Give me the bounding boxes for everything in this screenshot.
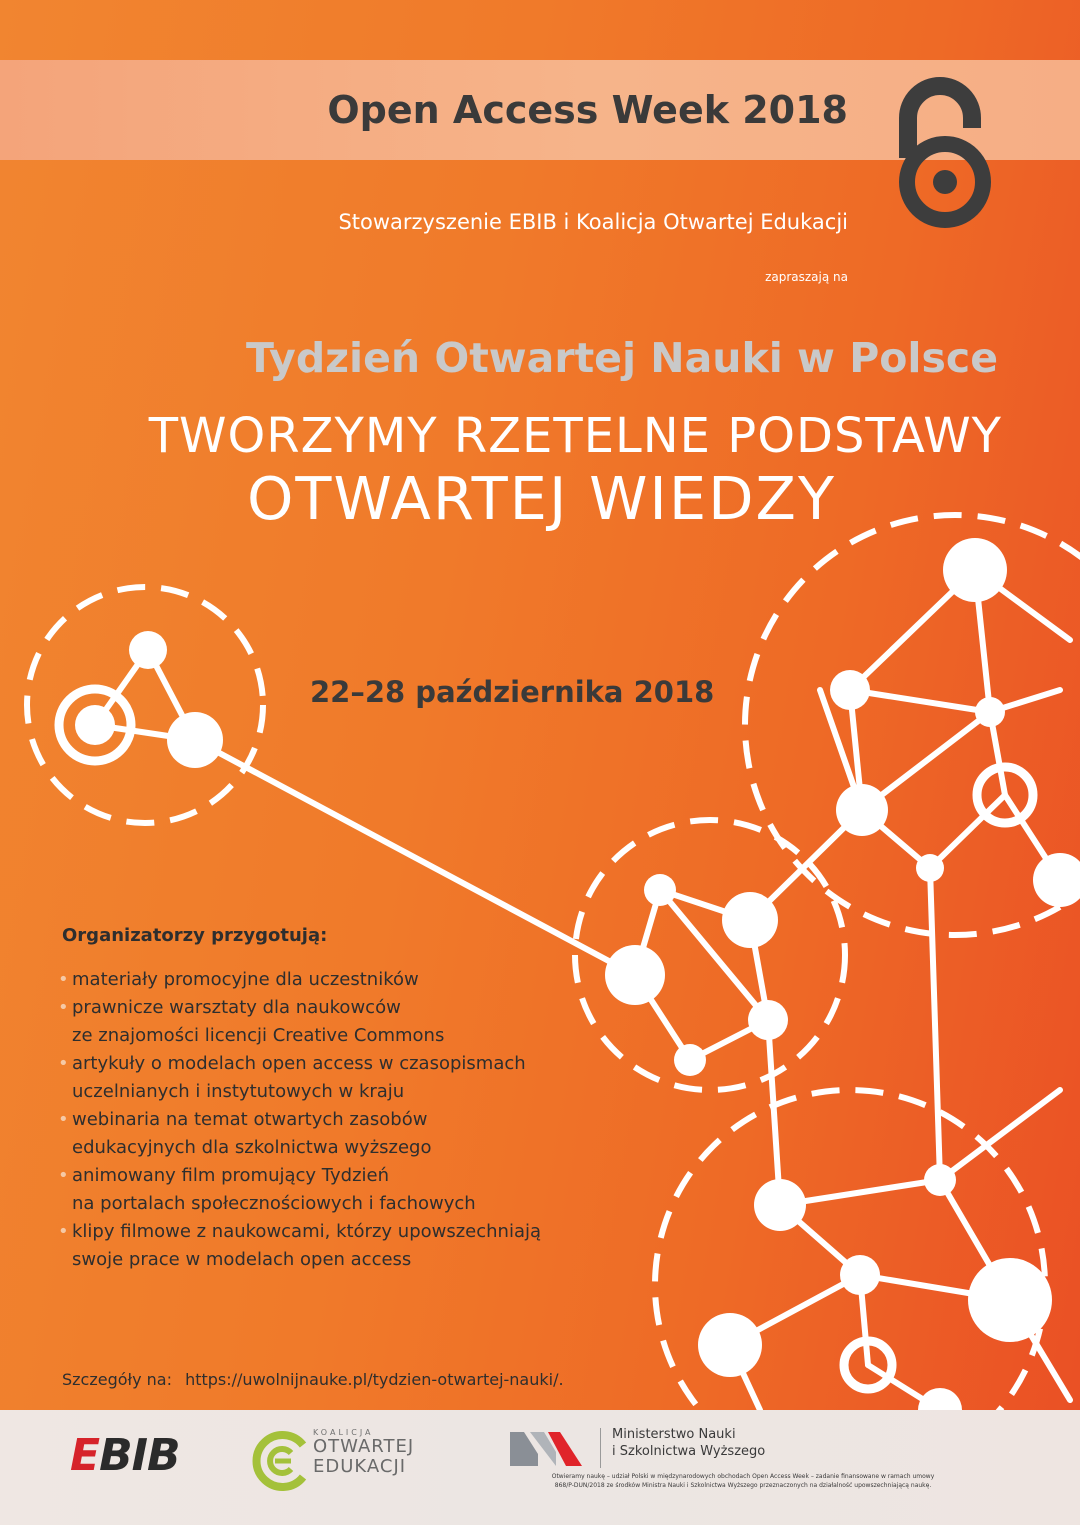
organizers-line: Stowarzyszenie EBIB i Koalicja Otwartej Edukacji: [338, 210, 848, 234]
program-list: [58, 966, 618, 1274]
network-node: [916, 854, 944, 882]
ministry-divider: [600, 1428, 601, 1468]
list-item: • animowany film promujący Tydzień na portalach społecznościowych i fachowych: [58, 1162, 618, 1218]
event-dates: 22–28 października 2018: [310, 675, 715, 709]
ministry-logo: [508, 1428, 588, 1468]
network-node: [754, 1179, 806, 1231]
koe-logo-text: KOALICJA OTWARTEJ EDUKACJI: [313, 1428, 415, 1477]
program-heading: Organizatorzy przygotują:: [62, 925, 328, 946]
network-node: [167, 712, 223, 768]
ebib-logo: EBIB: [70, 1430, 180, 1481]
network-node: [975, 697, 1005, 727]
list-item: • materiały promocyjne dla uczestników: [58, 966, 618, 994]
ministry-name: Ministerstwo Nauki i Szkolnictwa Wyższego: [612, 1427, 766, 1459]
network-node: [644, 874, 676, 906]
slogan-line-2: OTWARTEJ WIEDZY: [246, 464, 836, 533]
network-node: [968, 1258, 1052, 1342]
details-label: Szczegóły na:: [62, 1370, 172, 1389]
network-node: [924, 1164, 956, 1196]
network-node: [698, 1313, 762, 1377]
list-item: • klipy filmowe z naukowcami, którzy upowszechniają swoje prace w modelach open access: [58, 1218, 618, 1274]
details-line: [62, 1370, 662, 1389]
list-item: • artykuły o modelach open access w czasopismach uczelnianych i instytutowych w kraju: [58, 1050, 618, 1106]
network-node: [943, 538, 1007, 602]
slogan-line-1: TWORZYMY RZETELNE PODSTAWY: [148, 408, 1002, 464]
network-node: [836, 784, 888, 836]
list-item: • webinaria na temat otwartych zasobów edukacyjnych dla szkolnictwa wyższego: [58, 1106, 618, 1162]
network-node: [129, 631, 167, 669]
event-headline: Tydzień Otwartej Nauki w Polsce: [245, 334, 998, 382]
details-url[interactable]: https://uwolnijnauke.pl/tydzien-otwartej-nauki/.: [185, 1370, 564, 1389]
network-node: [1033, 853, 1080, 907]
list-item: • prawnicze warsztaty dla naukowców ze znajomości licencji Creative Commons: [58, 994, 618, 1050]
invite-text: zapraszają na: [765, 270, 848, 284]
network-node: [840, 1255, 880, 1295]
funding-note: Otwieramy naukę – udział Polski w międzynarodowych obchodach Open Access Week – zadanie finansowane w ramach umowy 868/P-DUN/2018 ze środków Ministra Nauki i Szkolnictwa Wyższego przeznaczonych na działalność upowszechniającą naukę.: [551, 1473, 935, 1489]
network-node: [830, 670, 870, 710]
network-node: [748, 1000, 788, 1040]
network-node: [722, 892, 778, 948]
network-node: [674, 1044, 706, 1076]
poster-title: Open Access Week 2018: [327, 88, 848, 132]
ring-node-core: [75, 705, 115, 745]
